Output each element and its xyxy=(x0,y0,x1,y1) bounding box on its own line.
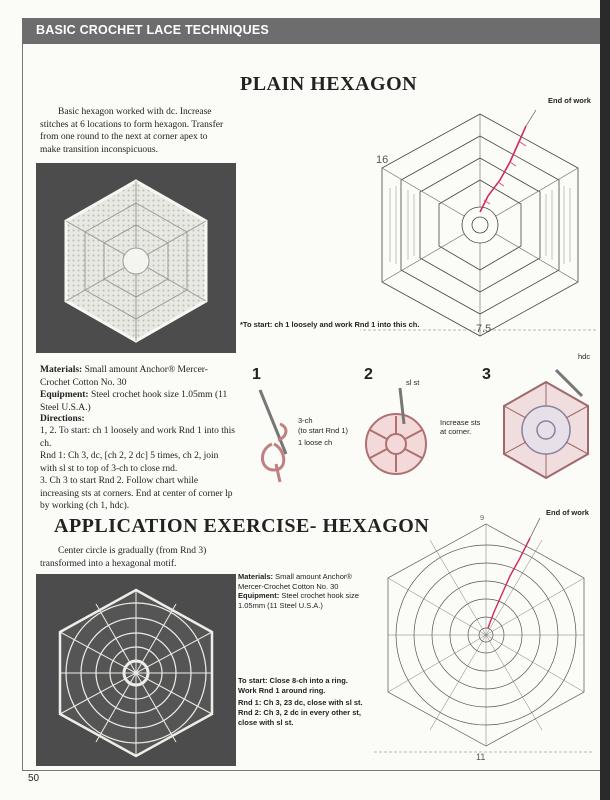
step-2-illustration xyxy=(356,384,446,484)
plain-direction-1: 1, 2. To start: ch 1 loosely and work Rnd 1 into this ch. xyxy=(40,426,235,449)
crochet-hexagon-photo-graphic xyxy=(36,163,236,353)
plain-start-note: *To start: ch 1 loosely and work Rnd 1 into this ch. xyxy=(240,320,420,329)
plain-hexagon-stitch-chart xyxy=(360,92,600,342)
app-round-1: Rnd 1: Ch 3, 23 dc, close with sl st. xyxy=(238,698,363,707)
plain-materials-text: Small amount Anchor® Mercer-Crochet Cotton No. 30 xyxy=(40,365,208,388)
app-equipment-text: Steel crochet hook size 1.05mm (11 Steel U.S.A.) xyxy=(238,591,359,610)
plain-hexagon-title: PLAIN HEXAGON xyxy=(240,73,418,95)
app-materials-label: Materials: xyxy=(238,572,274,581)
application-exercise-title: APPLICATION EXERCISE- HEXAGON xyxy=(54,515,430,537)
lace-hexagon-photo-graphic xyxy=(36,574,236,766)
plain-intro: Basic hexagon worked with dc. Increase stitches at 6 locations to form hexagon. Transfer from one round to the next at corner apex to make transition inconspicuous. xyxy=(40,107,224,155)
app-hexagon-chart xyxy=(370,510,598,760)
bottom-rule xyxy=(22,770,600,771)
app-top-label: 9 xyxy=(480,513,485,522)
step-2-increase-label-2: at corner. xyxy=(440,427,472,436)
page-number: 50 xyxy=(28,773,40,784)
plain-width-label: 7.5 xyxy=(476,323,492,335)
app-equipment xyxy=(238,591,360,611)
app-end-of-work-label: End of work xyxy=(546,508,589,517)
step-2-increase-label-1: Increase sts xyxy=(440,418,481,427)
plain-side-count-label: 16 xyxy=(376,154,389,166)
plain-direction-3: 3. Ch 3 to start Rnd 2. Follow chart while increasing sts at corners. End at center of corner lp by working (ch 1, hdc). xyxy=(40,476,233,511)
app-width-label: 11 xyxy=(476,752,486,762)
page-edge-shadow xyxy=(600,0,610,800)
step-3-hdc-label: hdc xyxy=(578,352,591,361)
plain-materials-label: Materials: xyxy=(40,365,83,375)
left-rule xyxy=(22,44,23,770)
step-1-ch3-label: 3-ch xyxy=(298,416,313,425)
step-2-sl-st-label: sl st xyxy=(406,378,420,387)
plain-end-of-work-label: End of work xyxy=(548,96,591,105)
app-equipment-label: Equipment: xyxy=(238,591,280,600)
step-number-2: 2 xyxy=(364,366,373,383)
app-round-2: Rnd 2: Ch 3, 2 dc in every other st, close with sl st. xyxy=(238,708,361,727)
plain-direction-2: Rnd 1: Ch 3, dc, [ch 2, 2 dc] 5 times, ch 2, join with sl st to top of 3-ch to close rnd. xyxy=(40,451,219,474)
app-hexagon-photo xyxy=(36,574,236,766)
plain-hexagon-chart xyxy=(360,92,600,342)
section-title: BASIC CROCHET LACE TECHNIQUES xyxy=(36,23,269,37)
round-2-diagram xyxy=(496,368,600,490)
round-1-diagram xyxy=(356,384,446,484)
plain-equipment-label: Equipment: xyxy=(40,390,89,400)
plain-materials xyxy=(40,364,236,389)
plain-equipment-text: Steel crochet hook size 1.05mm (11 Steel U.S.A.) xyxy=(40,390,228,413)
step-1-to-start-label: (to start Rnd 1) xyxy=(298,426,349,435)
app-materials xyxy=(238,572,360,592)
app-hexagon-stitch-chart xyxy=(370,510,598,760)
plain-equipment xyxy=(40,389,236,414)
app-materials-text: Small amount Anchor® Mercer-Crochet Cotton No. 30 xyxy=(238,572,352,591)
section-banner xyxy=(22,18,610,44)
app-start-instruction: To start: Close 8-ch into a ring. Work Rnd 1 around ring. xyxy=(238,676,348,695)
app-intro: Center circle is gradually (from Rnd 3) transformed into a hexagonal motif. xyxy=(40,546,207,569)
step-number-1: 1 xyxy=(252,366,261,383)
step-1-loose-ch-label: 1 loose ch xyxy=(298,438,333,447)
step-3-illustration xyxy=(496,368,600,490)
plain-directions-label: Directions: xyxy=(40,414,85,424)
plain-hexagon-photo xyxy=(36,163,236,353)
step-number-3: 3 xyxy=(482,366,491,383)
